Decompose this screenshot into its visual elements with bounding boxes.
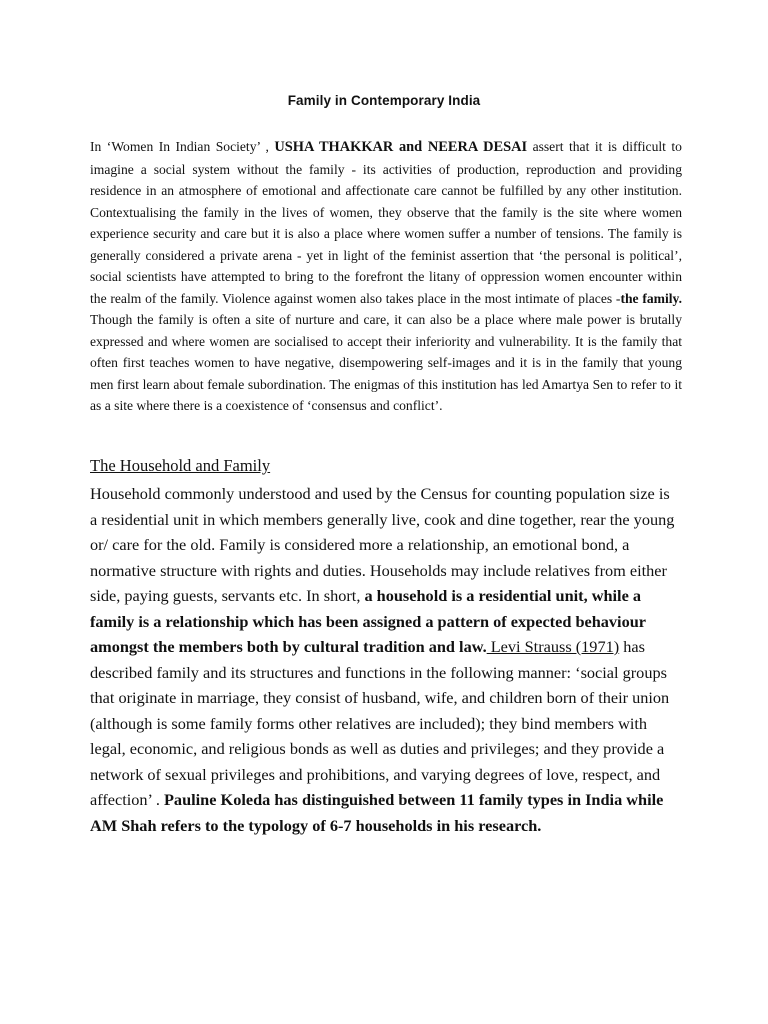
authors-text: USHA THAKKAR and NEERA DESAI [274, 139, 528, 155]
intro-rest-text: Though the family is often a site of nurture and care, it can also be a place where male power is brutally expressed and where women are socialised to accept their inferiority and vulnerability. It is the family that often first teaches women to have negative, disempowering self-images and it is in the family that young men first learn about female subordination. The enigmas of this institution has led Amartya Sen to refer to it as a site where there is a coexistence of ‘consensus and conflict’. [90, 312, 682, 413]
intro-paragraph [90, 136, 682, 417]
household-bold-2: Pauline Koleda has distinguished between 11 family types in India while AM Shah refers to the typology of 6-7 households in his research. [90, 790, 664, 835]
levi-strauss-reference: Levi Strauss (1971) [486, 637, 620, 656]
document-title: Family in Contemporary India [287, 93, 481, 108]
household-text-2: has described family and its structures and functions in the following manner: ‘social groups that originate in marriage, they consist of husband, wife, and children born of their union (although is some family forms other relatives are included); they bind members with legal, economic, and religious bonds as well as duties and privileges; and they provide a network of sexual privileges and prohibitions, and varying degrees of love, respect, and affection’ . [90, 637, 670, 809]
emphasis-text: the family. [620, 290, 682, 306]
household-paragraph [90, 481, 680, 838]
intro-body-text: assert that it is difficult to imagine a social system without the family - its activities of production, reproduction and providing residence in an atmosphere of emotional and affectionate care cannot be fulfilled by any other institution. Contextualising the family in the lives of women, they observe that the family is the site where women experience security and care but it is also a place where women suffer a number of tensions. The family is generally considered a private arena - yet in light of the feminist assertion that ‘the personal is political’, social scientists have attempted to bring to the forefront the litany of oppression women encounter within the realm of the family. Violence against women also takes place in the most intimate of places - [90, 139, 682, 306]
intro-text: In ‘Women In Indian Society’ , [90, 139, 275, 154]
household-text-1: Household commonly understood and used by the Census for counting population size is a residential unit in which members generally live, cook and dine together, rear the young or/ care for the old. Family is considered more a relationship, an emotional bond, a normative structure with rights and duties. Households may include relatives from either side, paying guests, servants etc. In short, [90, 484, 675, 605]
household-bold-1: a household is a residential unit, while a family is a relationship which has been assigned a pattern of expected behaviour amongst the members both by cultural tradition and law. [90, 586, 646, 656]
section-heading: The Household and Family [90, 456, 271, 475]
